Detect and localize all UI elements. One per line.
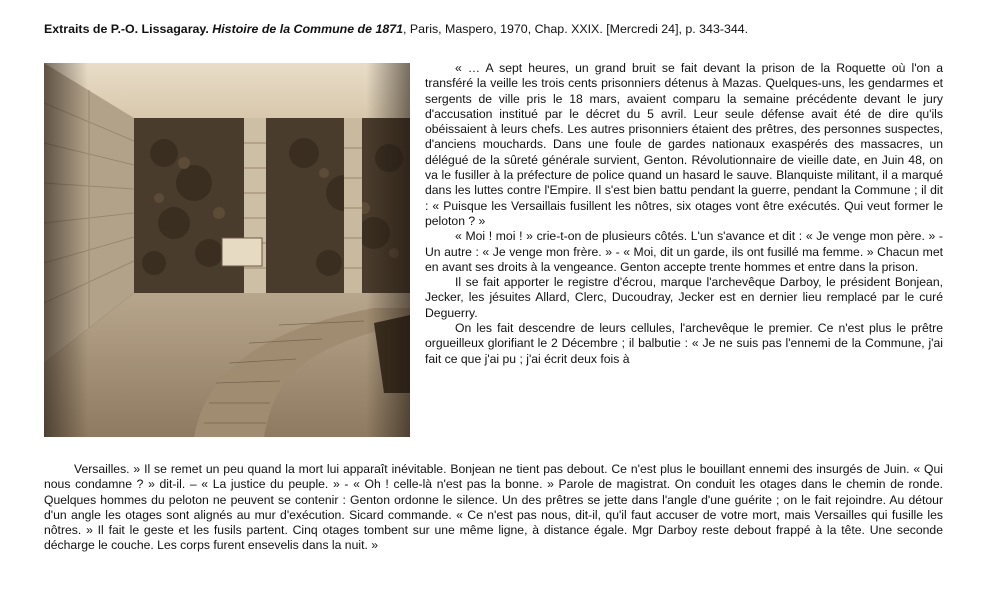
narrative-column-right	[425, 61, 943, 367]
paragraph-4-start: On les fait descendre de leurs cellules, l'archevêque le premier. Ce n'est plus le prêtre orgueilleux glorifiant le 2 Décembre ; il balbutie : « Je ne suis pas l'ennemi de la Commune, j'ai fait ce que j'ai pu ; j'ai écrit deux fois à	[425, 321, 943, 366]
roquette-courtyard-photo	[44, 63, 410, 437]
citation-author: Extraits de P.-O. Lissagaray.	[44, 22, 209, 36]
courtyard-wall-photo-icon	[44, 63, 410, 437]
narrative-continuation	[44, 462, 943, 554]
citation-details: , Paris, Maspero, 1970, Chap. XXIX. [Mercredi 24], p. 343-344.	[403, 22, 749, 36]
paragraph-3: Il se fait apporter le registre d'écrou, marque l'archevêque Darboy, le président Bonjean, Jecker, les jésuites Allard, Clerc, Ducoudray, Jecker est en dernier lieu remplacé par le curé Deguerry.	[425, 275, 943, 320]
paragraph-4-end: Versailles. » Il se remet un peu quand la mort lui apparaît inévitable. Bonjean ne tient pas debout. Ce n'est plus le bouillant ennemi des insurgés de Juin. « Qui nous condamne ? » dit-il. – « La justice du peuple. » - « Oh ! celle-là n'est pas la bonne. » Parole de magistrat. On conduit les otages dans le chemin de ronde. Quelques hommes du peloton ne peuvent se contenir : Genton ordonne le silence. Un des prêtres se jette dans l'angle d'une guérite ; on le fait rejoindre. Au détour d'un angle les otages sont alignés au mur d'exécution. Sicard commande. « Ce n'est pas nous, dit-il, qu'il faut accuser de votre mort, mais Versailles qui fusille les nôtres. » Il fait le geste et les fusils partent. Cinq otages tombent sur une même ligne, à distance égale. Mgr Darboy reste debout frappé à la tête. Une seconde décharge le couche. Les corps furent ensevelis dans la nuit. »	[44, 462, 943, 553]
citation-header	[44, 21, 964, 37]
paragraph-1: « … A sept heures, un grand bruit se fait devant la prison de la Roquette où l'on a transféré la veille les trois cents prisonniers détenus à Mazas. Quelques-uns, les gendarmes et sergents de ville pris le 18 mars, avaient comparu la semaine précédente devant le jury d'accusation institué par le décret du 5 avril. Leur seule défense avait été de dire qu'ils obéissaient à leurs chefs. Les autres prisonniers étaient des prêtres, des personnes suspectes, d'anciens mouchards. Dans une foule de gardes nationaux exaspérés des massacres, un délégué de la sûreté générale survient, Genton. Révolutionnaire de vieille date, en Juin 48, on va le fusiller à la préfecture de police quand un hasard le sauve. Blanquiste militant, il a marqué dans les luttes contre l'Empire. Il s'est bien battu pendant la guerre, pendant la Commune ; il dit : « Puisque les Versaillais fusillent les nôtres, six otages vont être exécutés. Qui veut former le peloton ? »	[425, 61, 943, 228]
citation-title: Histoire de la Commune de 1871	[212, 22, 404, 36]
paragraph-2: « Moi ! moi ! » crie-t-on de plusieurs côtés. L'un s'avance et dit : « Je venge mon père. » - Un autre : « Je venge mon frère. » - « Moi, dit un garde, ils ont fusillé ma femme. » Chacun met en avant ses droits à la vengeance. Genton accepte trente hommes et entre dans la prison.	[425, 229, 943, 274]
